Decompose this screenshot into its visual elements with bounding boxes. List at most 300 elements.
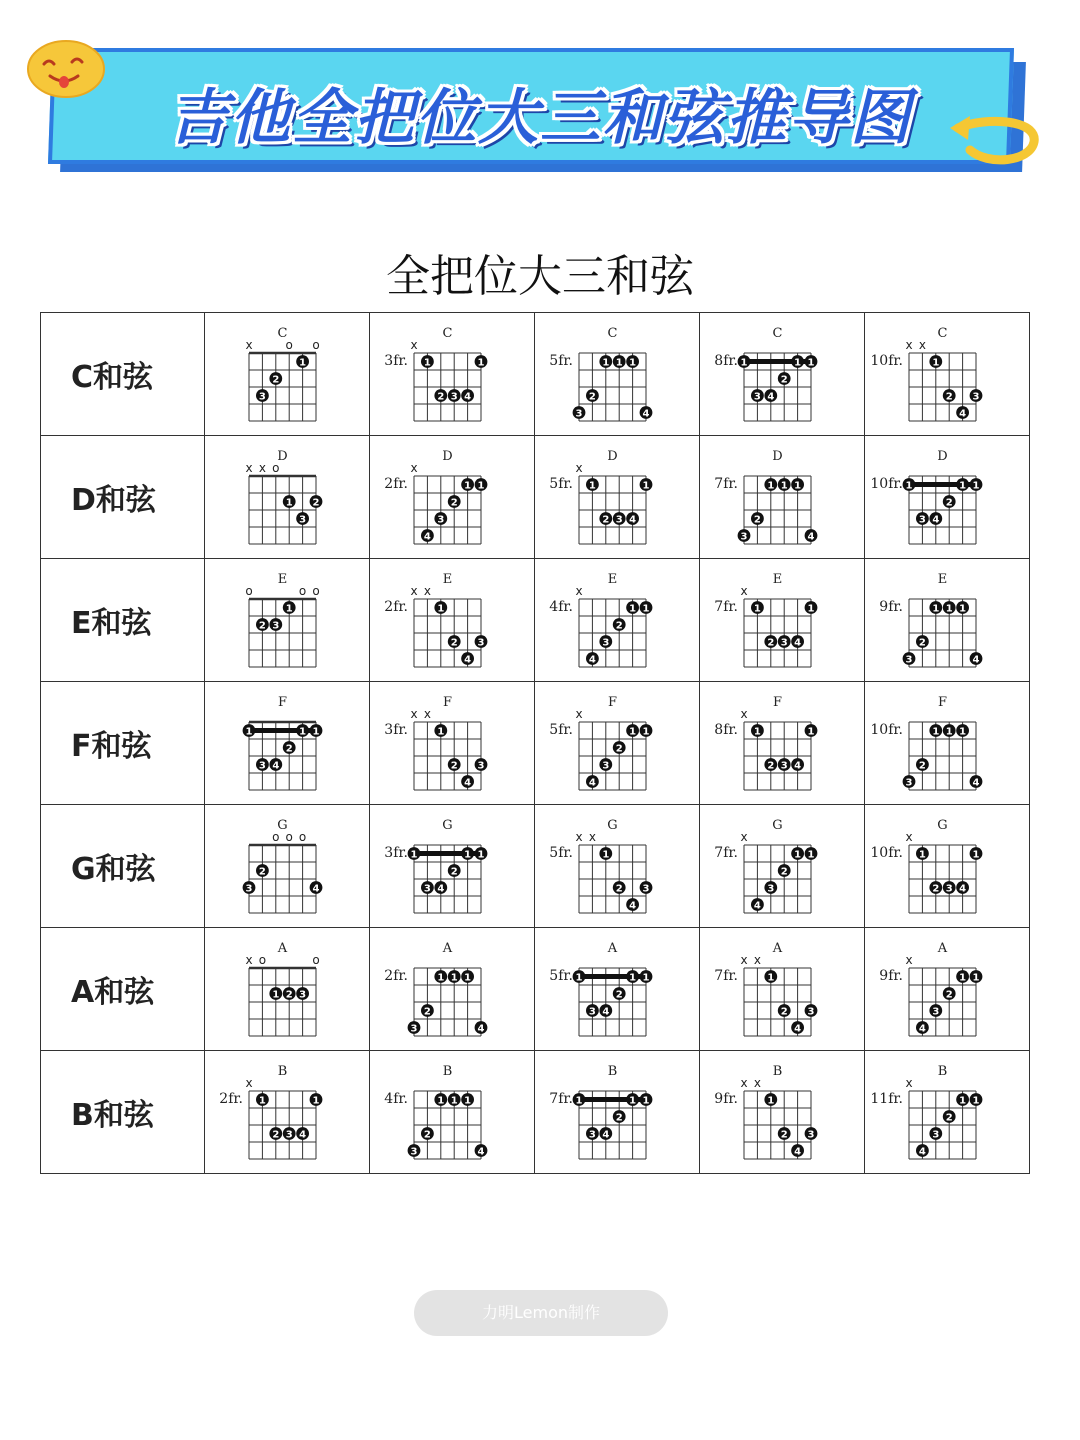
chord-row: [41, 682, 1030, 805]
finger-number: 1: [464, 1095, 472, 1107]
finger-number: 1: [629, 603, 637, 615]
finger-number: 4: [464, 654, 472, 666]
chord-svg: [370, 313, 534, 435]
chord-svg: [865, 313, 1029, 435]
finger-number: 3: [615, 514, 623, 526]
finger-number: 3: [272, 620, 280, 632]
finger-number: 3: [299, 989, 307, 1001]
chord-diagram: [535, 313, 700, 436]
fret-position-label: 3fr.: [384, 845, 408, 861]
row-label: A和弦: [41, 928, 205, 1051]
finger-number: 1: [959, 480, 967, 492]
chord-name: A: [937, 941, 948, 956]
finger-number: 4: [972, 777, 980, 789]
muted-string-mark: x: [245, 338, 253, 352]
finger-number: 2: [615, 1112, 623, 1124]
chord-name: D: [277, 449, 288, 464]
chord-diagram: [535, 1051, 700, 1174]
chord-name: F: [277, 695, 288, 710]
finger-number: 1: [245, 726, 253, 738]
finger-number: 3: [740, 531, 748, 543]
finger-number: 1: [767, 972, 775, 984]
finger-number: 4: [437, 883, 445, 895]
finger-number: 1: [959, 603, 967, 615]
chord-svg: [865, 805, 1029, 927]
finger-number: 1: [905, 480, 913, 492]
finger-number: 3: [932, 1006, 940, 1018]
finger-number: 1: [972, 1095, 980, 1107]
finger-number: 1: [642, 480, 650, 492]
chord-svg: [700, 682, 864, 804]
finger-number: 1: [464, 972, 472, 984]
chord-svg: [535, 682, 699, 804]
chord-row: [41, 805, 1030, 928]
muted-string-mark: x: [423, 707, 431, 721]
chord-row: [41, 313, 1030, 436]
finger-number: 2: [945, 1112, 953, 1124]
finger-number: 2: [945, 497, 953, 509]
finger-number: 1: [464, 480, 472, 492]
finger-number: 2: [615, 883, 623, 895]
fret-position-label: 5fr.: [549, 476, 573, 492]
finger-number: 3: [299, 514, 307, 526]
chord-row: [41, 928, 1030, 1051]
finger-number: 1: [588, 480, 596, 492]
finger-number: 1: [629, 972, 637, 984]
chord-diagram: [205, 313, 370, 436]
fret-position-label: 2fr.: [384, 968, 408, 984]
chord-name: B: [277, 1064, 288, 1079]
finger-number: 1: [423, 357, 431, 369]
chord-diagram: [865, 559, 1030, 682]
finger-number: 1: [932, 603, 940, 615]
chord-name: G: [442, 818, 453, 833]
finger-number: 3: [807, 1006, 815, 1018]
finger-number: 4: [629, 514, 637, 526]
finger-number: 1: [932, 726, 940, 738]
open-string-mark: o: [285, 338, 293, 352]
finger-number: 1: [629, 1095, 637, 1107]
banner-title: 吉他全把位大三和弦推导图: [168, 83, 912, 153]
finger-number: 2: [272, 1129, 280, 1141]
chord-name: C: [607, 326, 618, 341]
chord-diagram: [370, 1051, 535, 1174]
open-string-mark: o: [272, 830, 280, 844]
chord-name: C: [277, 326, 288, 341]
chord-name: E: [442, 572, 453, 587]
finger-number: 1: [602, 849, 610, 861]
chord-diagram: [370, 682, 535, 805]
finger-number: 4: [794, 637, 802, 649]
fret-position-label: 10fr.: [870, 353, 903, 369]
finger-number: 1: [807, 603, 815, 615]
chord-diagram: [535, 928, 700, 1051]
chord-name: C: [442, 326, 453, 341]
chord-name: F: [937, 695, 948, 710]
chord-diagram: [865, 805, 1030, 928]
finger-number: 1: [477, 849, 485, 861]
chord-diagram: [865, 436, 1030, 559]
finger-number: 4: [299, 1129, 307, 1141]
chord-svg: [535, 1051, 699, 1173]
row-label: D和弦: [41, 436, 205, 559]
chord-diagram: [535, 436, 700, 559]
chord-svg: [700, 559, 864, 681]
finger-number: 2: [285, 743, 293, 755]
finger-number: 1: [450, 1095, 458, 1107]
finger-number: 1: [794, 480, 802, 492]
finger-number: 2: [615, 620, 623, 632]
finger-number: 2: [423, 1129, 431, 1141]
credit-badge: 力明Lemon制作: [414, 1290, 668, 1336]
finger-number: 1: [312, 726, 320, 738]
finger-number: 2: [450, 497, 458, 509]
chord-svg: [700, 436, 864, 558]
muted-string-mark: x: [575, 830, 583, 844]
chord-svg: [535, 436, 699, 558]
finger-number: 2: [767, 760, 775, 772]
finger-number: 4: [477, 1146, 485, 1158]
finger-number: 1: [807, 357, 815, 369]
finger-number: 4: [464, 391, 472, 403]
finger-number: 1: [794, 357, 802, 369]
muted-string-mark: x: [905, 830, 913, 844]
chord-name: D: [937, 449, 948, 464]
muted-string-mark: x: [575, 461, 583, 475]
chord-diagram: [205, 436, 370, 559]
fret-position-label: 2fr.: [384, 599, 408, 615]
finger-number: 1: [642, 726, 650, 738]
row-label: G和弦: [41, 805, 205, 928]
finger-number: 2: [437, 391, 445, 403]
chord-diagram: [700, 559, 865, 682]
muted-string-mark: x: [245, 1076, 253, 1090]
chord-name: A: [277, 941, 288, 956]
open-string-mark: o: [298, 584, 307, 598]
finger-number: 4: [464, 777, 472, 789]
finger-number: 1: [450, 972, 458, 984]
open-string-mark: o: [312, 584, 320, 598]
finger-number: 2: [258, 866, 266, 878]
chord-svg: [205, 682, 369, 804]
finger-number: 4: [807, 531, 815, 543]
chord-name: G: [772, 818, 783, 833]
finger-number: 4: [588, 654, 596, 666]
chord-diagram: [700, 928, 865, 1051]
finger-number: 1: [629, 726, 637, 738]
chord-diagram: [370, 805, 535, 928]
fret-position-label: 7fr.: [714, 599, 738, 615]
finger-number: 1: [299, 357, 307, 369]
muted-string-mark: x: [410, 338, 418, 352]
finger-number: 3: [602, 760, 610, 772]
chord-name: A: [442, 941, 453, 956]
finger-number: 3: [753, 391, 761, 403]
chord-diagram: [205, 928, 370, 1051]
muted-string-mark: x: [753, 953, 761, 967]
fret-position-label: 5fr.: [549, 845, 573, 861]
finger-number: 1: [437, 972, 445, 984]
chord-name: F: [442, 695, 453, 710]
muted-string-mark: x: [245, 461, 253, 475]
finger-number: 2: [615, 989, 623, 1001]
open-string-mark: o: [285, 830, 293, 844]
chord-name: D: [607, 449, 618, 464]
chord-name: G: [607, 818, 618, 833]
chord-svg: [370, 805, 534, 927]
finger-number: 4: [423, 531, 431, 543]
finger-number: 4: [918, 1146, 926, 1158]
finger-number: 1: [477, 480, 485, 492]
finger-number: 1: [464, 849, 472, 861]
finger-number: 3: [588, 1129, 596, 1141]
muted-string-mark: x: [740, 584, 748, 598]
finger-number: 2: [945, 989, 953, 1001]
finger-number: 2: [285, 989, 293, 1001]
chord-svg: [205, 1051, 369, 1173]
finger-number: 1: [945, 603, 953, 615]
finger-number: 4: [972, 654, 980, 666]
chord-svg: [865, 559, 1029, 681]
chord-row: [41, 559, 1030, 682]
fret-position-label: 9fr.: [879, 599, 903, 615]
chord-diagram: [700, 1051, 865, 1174]
finger-number: 3: [450, 391, 458, 403]
finger-number: 2: [602, 514, 610, 526]
fret-position-label: 7fr.: [549, 1091, 573, 1107]
chord-svg: [370, 682, 534, 804]
finger-number: 2: [615, 743, 623, 755]
chord-name: E: [607, 572, 618, 587]
chord-diagram: [535, 559, 700, 682]
chord-name: B: [607, 1064, 618, 1079]
finger-number: 3: [905, 777, 913, 789]
chord-svg: [700, 1051, 864, 1173]
finger-number: 3: [258, 391, 266, 403]
chord-svg: [865, 928, 1029, 1050]
chord-diagram: [700, 436, 865, 559]
muted-string-mark: x: [905, 338, 913, 352]
chord-svg: [535, 313, 699, 435]
finger-number: 2: [272, 374, 280, 386]
finger-number: 4: [642, 408, 650, 420]
fret-position-label: 5fr.: [549, 722, 573, 738]
finger-number: 3: [602, 637, 610, 649]
chord-svg: [370, 928, 534, 1050]
row-label: F和弦: [41, 682, 205, 805]
chord-svg: [370, 1051, 534, 1173]
finger-number: 1: [753, 603, 761, 615]
chord-svg: [700, 313, 864, 435]
chord-diagram: [535, 682, 700, 805]
chord-name: G: [277, 818, 288, 833]
finger-number: 3: [780, 760, 788, 772]
finger-number: 4: [932, 514, 940, 526]
chord-diagram: [865, 313, 1030, 436]
finger-number: 1: [972, 849, 980, 861]
finger-number: 2: [780, 1129, 788, 1141]
finger-number: 2: [450, 760, 458, 772]
chord-name: B: [442, 1064, 453, 1079]
chord-svg: [535, 805, 699, 927]
fret-position-label: 8fr.: [714, 353, 738, 369]
finger-number: 4: [588, 777, 596, 789]
chord-diagram: [205, 682, 370, 805]
finger-number: 2: [258, 620, 266, 632]
muted-string-mark: x: [753, 1076, 761, 1090]
chord-diagram: [370, 436, 535, 559]
finger-number: 1: [945, 726, 953, 738]
finger-number: 3: [807, 1129, 815, 1141]
finger-number: 1: [972, 972, 980, 984]
chord-svg: [370, 436, 534, 558]
fret-position-label: 10fr.: [870, 722, 903, 738]
chord-name: A: [772, 941, 783, 956]
chord-name: B: [772, 1064, 783, 1079]
fret-position-label: 4fr.: [384, 1091, 408, 1107]
finger-number: 1: [258, 1095, 266, 1107]
finger-number: 1: [437, 603, 445, 615]
chord-name: F: [772, 695, 783, 710]
finger-number: 4: [794, 1146, 802, 1158]
finger-number: 1: [780, 480, 788, 492]
finger-number: 3: [588, 1006, 596, 1018]
muted-string-mark: x: [740, 707, 748, 721]
finger-number: 4: [477, 1023, 485, 1035]
muted-string-mark: x: [410, 584, 418, 598]
finger-number: 2: [767, 637, 775, 649]
fret-position-label: 8fr.: [714, 722, 738, 738]
fret-position-label: 5fr.: [549, 968, 573, 984]
chord-name: E: [772, 572, 783, 587]
fret-position-label: 7fr.: [714, 476, 738, 492]
finger-number: 1: [272, 989, 280, 1001]
finger-number: 4: [272, 760, 280, 772]
chord-name: E: [277, 572, 288, 587]
muted-string-mark: x: [918, 338, 926, 352]
fret-position-label: 4fr.: [549, 599, 573, 615]
chord-diagram: [700, 313, 865, 436]
finger-number: 4: [629, 900, 637, 912]
muted-string-mark: x: [575, 707, 583, 721]
row-label: C和弦: [41, 313, 205, 436]
finger-number: 2: [945, 391, 953, 403]
fret-position-label: 2fr.: [219, 1091, 243, 1107]
finger-number: 2: [588, 391, 596, 403]
finger-number: 1: [615, 357, 623, 369]
chord-name: G: [937, 818, 948, 833]
chord-svg: [865, 1051, 1029, 1173]
chord-svg: [205, 559, 369, 681]
chart-title: 全把位大三和弦: [386, 251, 694, 302]
finger-number: 1: [959, 972, 967, 984]
finger-number: 2: [780, 374, 788, 386]
fret-position-label: 2fr.: [384, 476, 408, 492]
chord-row: [41, 436, 1030, 559]
finger-number: 3: [410, 1023, 418, 1035]
chord-svg: [205, 313, 369, 435]
finger-number: 1: [753, 726, 761, 738]
chord-svg: [865, 682, 1029, 804]
open-string-mark: o: [245, 584, 253, 598]
muted-string-mark: x: [245, 953, 253, 967]
chord-name: B: [937, 1064, 948, 1079]
chord-row: [41, 1051, 1030, 1174]
finger-number: 1: [285, 497, 293, 509]
row-label: B和弦: [41, 1051, 205, 1174]
chord-diagram: [865, 682, 1030, 805]
finger-number: 1: [794, 849, 802, 861]
finger-number: 3: [932, 1129, 940, 1141]
finger-number: 1: [642, 603, 650, 615]
muted-string-mark: x: [410, 461, 418, 475]
muted-string-mark: x: [740, 1076, 748, 1090]
finger-number: 4: [312, 883, 320, 895]
finger-number: 1: [767, 480, 775, 492]
fret-position-label: 9fr.: [714, 1091, 738, 1107]
open-string-mark: o: [258, 953, 267, 967]
chord-svg: [535, 928, 699, 1050]
chord-name: A: [607, 941, 618, 956]
chord-diagram: [205, 1051, 370, 1174]
finger-number: 1: [918, 849, 926, 861]
fret-position-label: 10fr.: [870, 845, 903, 861]
open-string-mark: o: [298, 830, 307, 844]
chord-svg: [865, 436, 1029, 558]
finger-number: 2: [780, 1006, 788, 1018]
finger-number: 3: [945, 883, 953, 895]
finger-number: 3: [423, 883, 431, 895]
chord-diagram: [205, 805, 370, 928]
finger-number: 3: [918, 514, 926, 526]
finger-number: 3: [972, 391, 980, 403]
finger-number: 4: [602, 1006, 610, 1018]
muted-string-mark: x: [740, 830, 748, 844]
fret-position-label: 3fr.: [384, 353, 408, 369]
row-label: E和弦: [41, 559, 205, 682]
chord-svg: [370, 559, 534, 681]
finger-number: 1: [959, 726, 967, 738]
chord-svg: [535, 559, 699, 681]
muted-string-mark: x: [905, 953, 913, 967]
finger-number: 1: [959, 1095, 967, 1107]
finger-number: 1: [767, 1095, 775, 1107]
chord-name: D: [772, 449, 783, 464]
finger-number: 2: [753, 514, 761, 526]
muted-string-mark: x: [740, 953, 748, 967]
curly-arrow-icon: [948, 106, 1044, 170]
finger-number: 4: [959, 883, 967, 895]
chord-diagram: [535, 805, 700, 928]
fret-position-label: 7fr.: [714, 845, 738, 861]
finger-number: 2: [780, 866, 788, 878]
chord-diagram: [205, 559, 370, 682]
chord-diagram: [370, 313, 535, 436]
muted-string-mark: x: [410, 707, 418, 721]
muted-string-mark: x: [423, 584, 431, 598]
finger-number: 1: [575, 1095, 583, 1107]
chord-name: C: [937, 326, 948, 341]
chord-table: [40, 312, 1030, 1174]
chord-svg: [205, 928, 369, 1050]
finger-number: 3: [477, 760, 485, 772]
finger-number: 3: [575, 408, 583, 420]
finger-number: 1: [642, 1095, 650, 1107]
chord-svg: [205, 436, 369, 558]
chord-svg: [700, 928, 864, 1050]
finger-number: 3: [285, 1129, 293, 1141]
finger-number: 4: [794, 760, 802, 772]
